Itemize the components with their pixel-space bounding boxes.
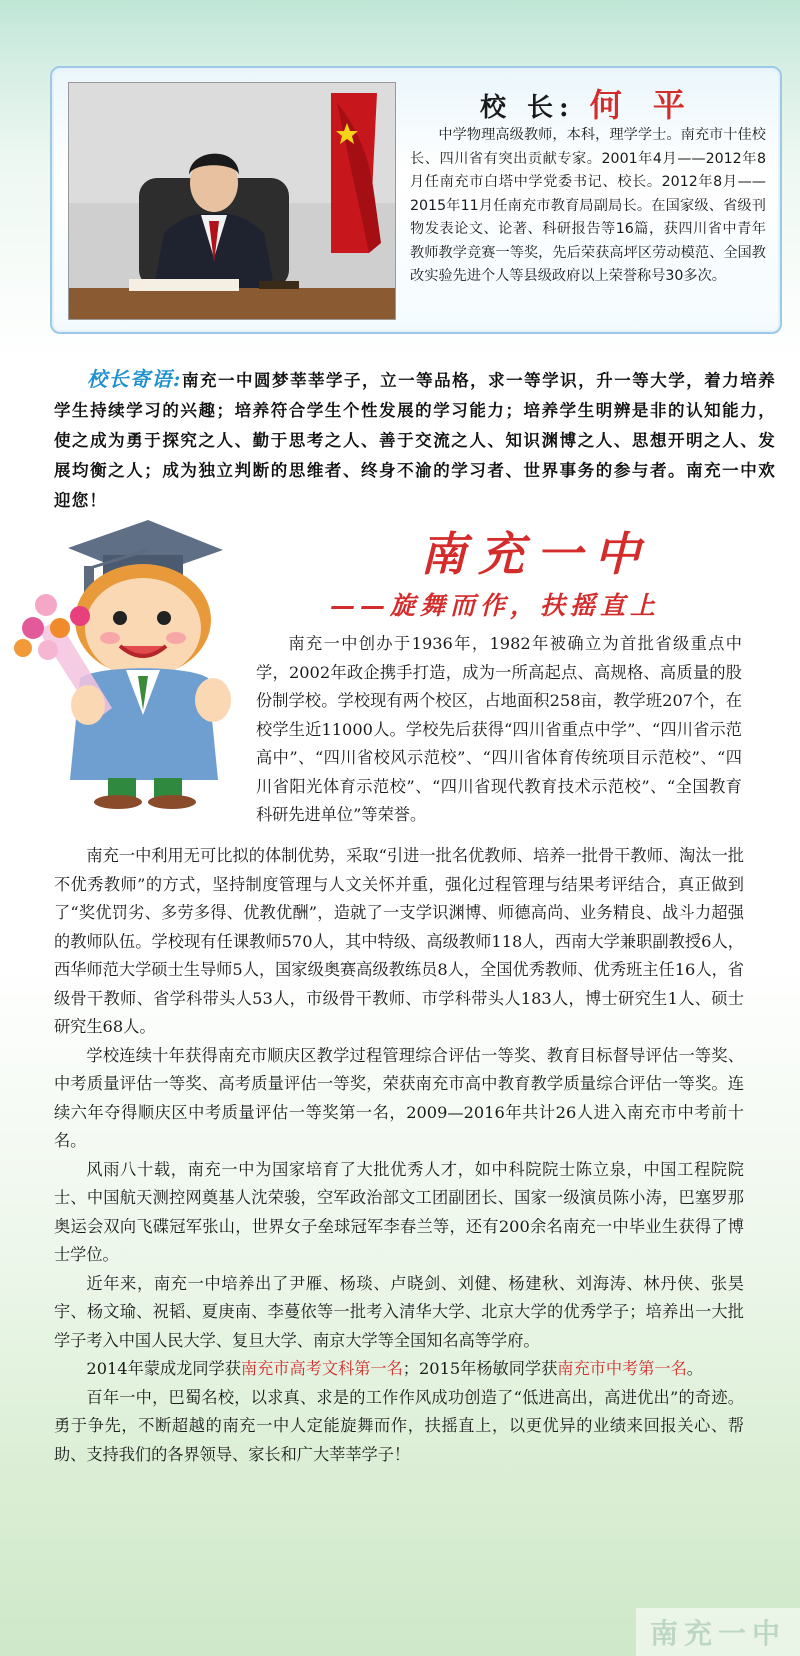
top-scorer-highlight-2: 南充市中考第一名 [557, 1359, 687, 1378]
principal-message [54, 364, 776, 516]
principal-photo-illustration [69, 83, 395, 319]
top-scorer-text-3: 。 [686, 1359, 703, 1378]
school-title: 南充一中 [420, 527, 652, 581]
principal-heading [480, 80, 695, 126]
watermark: 南充一中 [636, 1608, 800, 1656]
paragraph-alumni: 风雨八十载，南充一中为国家培育了大批优秀人才，如中科院院士陈立泉，中国工程院院士、中国航天测控网奠基人沈荣骏，空军政治部文工团副团长、国家一级演员陈小涛，巴塞罗那奥运会双向飞碟冠军张山，世界女子垒球冠军李春兰等，还有200余名南充一中毕业生获得了博士学位。 [54, 1159, 744, 1264]
paragraph-top-scorers [54, 1355, 744, 1384]
school-intro: 南充一中创办于1936年，1982年被确立为首批省级重点中学，2002年政企携手打造，成为一所高起点、高规格、高质量的股份制学校。学校现有两个校区，占地面积258亩，教学班207个，在校学生近11000人。学校先后获得“四川省重点中学”、“四川省示范高中”、“四川省校风示范校”、“四川省体育传统项目示范校”、“四川省阳光体育示范校”、“四川省现代教育技术示范校”、“全国教育科研先进单位”等荣誉。 [256, 634, 742, 824]
principal-card [50, 66, 782, 334]
message-label: 校长寄语: [87, 367, 182, 391]
message-text: 南充一中圆梦莘莘学子，立一等品格，求一等学识，升一等大学，着力培养学生持续学习的兴趣；培养符合学生个性发展的学习能力；培养学生明辨是非的认知能力，使之成为勇于探究之人、勤于思考之人、善于交流之人、知识渊博之人、思想开明之人、发展均衡之人；成为独立判断的思维者、终身不渝的学习者、世界事务的参与者。南充一中欢迎您！ [54, 371, 776, 510]
school-body [54, 842, 744, 1469]
principal-photo [68, 82, 396, 320]
principal-bio: 中学物理高级教师，本科，理学学士。南充市十佳校长、四川省有突出贡献专家。2001年4月——2012年8月任南充市白塔中学党委书记、校长。2012年8月——2015年11月任南充市教育局副局长。在国家级、省级刊物发表论文、论著、科研报告等16篇，获四川省中青年教师教学竞赛一等奖，先后荣获高坪区劳动模范、全国教改实验先进个人等县级政府以上荣誉称号30多次。 [410, 127, 766, 284]
top-scorer-highlight-1: 南充市高考文科第一名 [240, 1359, 403, 1378]
paragraph-closing: 百年一中，巴蜀名校，以求真、求是的工作作风成功创造了“低进高出，高进优出”的奇迹。勇于争先，不断超越的南充一中人定能旋舞而作，扶摇直上，以更优异的业绩来回报关心、帮助、支持我们的各界领导、家长和广大莘莘学子！ [54, 1387, 744, 1464]
paragraph-awards: 学校连续十年获得南充市顺庆区教学过程管理综合评估一等奖、教育目标督导评估一等奖、中考质量评估一等奖、高考质量评估一等奖，荣获南充市高中教育教学质量综合评估一等奖。连续六年夺得顺庆区中考质量评估一等奖第一名，2009—2016年共计26人进入南充市中考前十名。 [54, 1045, 744, 1150]
school-motto: ——旋舞而作，扶摇直上 [330, 591, 661, 620]
paragraph-teachers: 南充一中利用无可比拟的体制优势，采取“引进一批名优教师、培养一批骨干教师、淘汰一批不优秀教师”的方式，坚持制度管理与人文关怀并重，强化过程管理与结果考评结合，真正做到了“奖优罚劣、多劳多得、优教优酬”，造就了一支学识渊博、师德高尚、业务精良、战斗力超强的教师队伍。学校现有任课教师570人，其中特级、高级教师118人，西南大学兼职副教授6人，西华师范大学硕士生导师5人，国家级奥赛高级教练员8人，全国优秀教师、优秀班主任16人，省级骨干教师、省学科带头人53人，市级骨干教师、市学科带头人183人，博士研究生1人、硕士研究生68人。 [54, 846, 744, 1036]
mascot-graduate-illustration [8, 510, 248, 810]
top-scorer-text-2: ；2015年杨敏同学获 [402, 1359, 558, 1378]
principal-name: 何 平 [589, 86, 695, 124]
principal-title-label: 校 长: [480, 93, 575, 123]
top-scorer-text-1: 2014年蒙成龙同学获 [86, 1359, 241, 1378]
paragraph-recent-graduates: 近年来，南充一中培养出了尹雁、杨琰、卢晓剑、刘健、杨建秋、刘海涛、林丹侠、张昊宇、杨文瑜、祝韬、夏庚南、李蔓依等一批考入清华大学、北京大学的优秀学子；培养出一大批学子考入中国人民大学、复旦大学、南京大学等全国知名高等学府。 [54, 1273, 744, 1350]
